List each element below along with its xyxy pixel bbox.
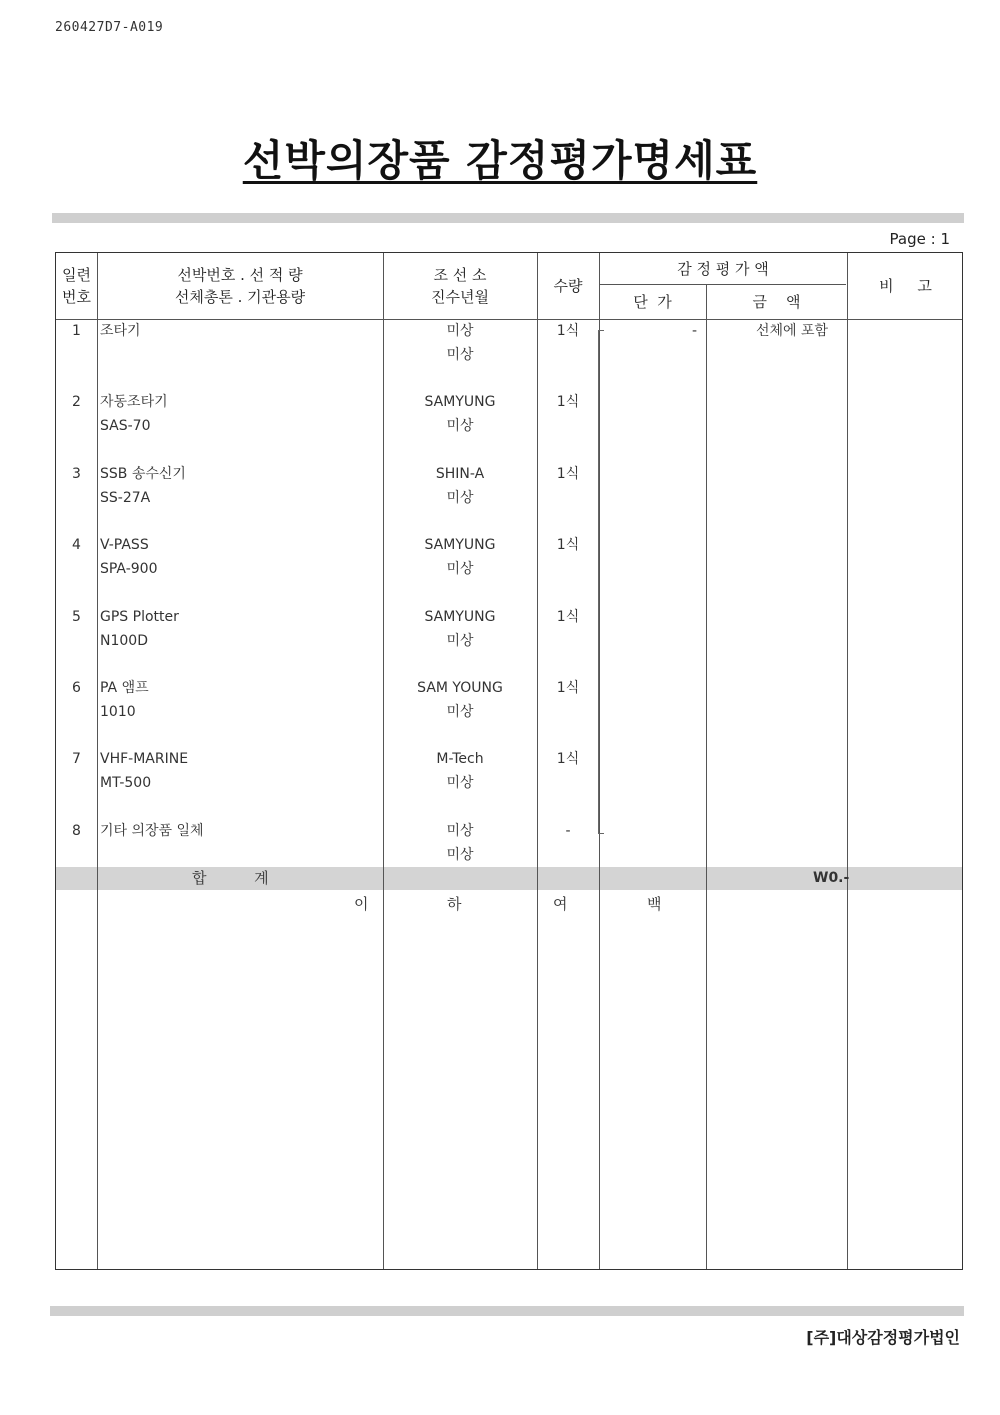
row-qty: 1식 [556,751,580,767]
row-amount: 선체에 포함 [756,323,829,339]
header-appraisal-value: 감 정 평 가 액 [677,259,769,278]
row-maker: 미상 [446,823,474,839]
row-qty: 1식 [556,609,580,625]
row-maker: SAM YOUNG [417,680,503,696]
row-item-spec: SS-27A [100,490,151,506]
row-year: 미상 [446,633,474,649]
row-qty: 1식 [556,323,580,339]
company-name: [주]대상감정평가법인 [806,1328,960,1347]
header-remarks: 비 고 [879,277,932,295]
row-maker: M-Tech [436,751,484,767]
row-maker: SAMYUNG [424,394,496,410]
table-row [56,819,962,867]
table-row [56,747,962,818]
row-year: 미상 [446,847,474,863]
row-qty: 1식 [556,680,580,696]
bottom-divider-bar [50,1306,964,1316]
header-amount: 금 액 [752,292,801,311]
row-year: 미상 [446,490,474,506]
top-divider-bar [52,213,964,223]
row-item-name: 조타기 [100,323,141,339]
header-ship-info: 선박번호 . 선 적 량 선체총톤 . 기관용량 [174,266,306,306]
row-qty: 1식 [556,537,580,553]
row-no: 7 [72,751,81,767]
row-item-name: VHF-MARINE [100,751,189,767]
header-quantity: 수량 [553,277,583,295]
row-item-name: SSB 송수신기 [100,466,186,482]
row-no: 8 [72,823,81,839]
row-item-spec: 1010 [100,704,136,720]
row-qty: 1식 [556,466,580,482]
row-item-spec: N100D [100,633,148,649]
amount-in-words-char: 하 [447,895,462,913]
row-qty: 1식 [556,394,580,410]
page-title [0,128,1000,188]
row-maker: SAMYUNG [424,609,496,625]
amount-in-words-char: 이 [354,895,369,913]
page-number: Page : 1 [889,230,950,248]
row-item-spec: SPA-900 [100,561,158,577]
row-item-name: V-PASS [100,537,149,553]
header-serial-no: 일련 번호 [62,266,91,306]
amount-in-words-char: 여 [553,895,568,913]
row-unit-price: - [692,323,698,339]
row-year: 미상 [446,775,474,791]
row-no: 2 [72,394,81,410]
table-row [56,390,962,461]
total-label: 합 계 [192,869,269,887]
row-year: 미상 [446,418,474,434]
appraisal-table [55,252,963,1270]
table-row [56,676,962,747]
row-item-spec: SAS-70 [100,418,151,434]
table-row [56,605,962,676]
grouping-bracket [598,330,604,834]
row-item-name: 기타 의장품 일체 [100,823,204,839]
row-year: 미상 [446,704,474,720]
header-unit-price: 단 가 [633,292,672,311]
row-maker: SHIN-A [435,466,485,482]
document-id: 260427D7-A019 [55,20,164,35]
table-row [56,462,962,533]
table-row [56,319,962,390]
table-row [56,533,962,604]
row-no: 6 [72,680,81,696]
row-no: 4 [72,537,81,553]
row-item-name: PA 앰프 [100,680,149,696]
row-no: 5 [72,609,81,625]
row-qty: - [565,823,571,839]
row-year: 미상 [446,561,474,577]
total-amount: W0.- [813,870,850,886]
row-maker: 미상 [446,323,474,339]
row-no: 3 [72,466,81,482]
amount-in-words-char: 백 [647,895,662,913]
header-builder: 조 선 소 진수년월 [431,266,489,306]
row-year: 미상 [446,347,474,363]
row-no: 1 [72,323,81,339]
row-item-name: GPS Plotter [100,609,179,625]
row-item-name: 자동조타기 [100,394,168,410]
row-item-spec: MT-500 [100,775,152,791]
row-maker: SAMYUNG [424,537,496,553]
page-title-text: 선박의장품 감정평가명세표 [242,136,758,185]
